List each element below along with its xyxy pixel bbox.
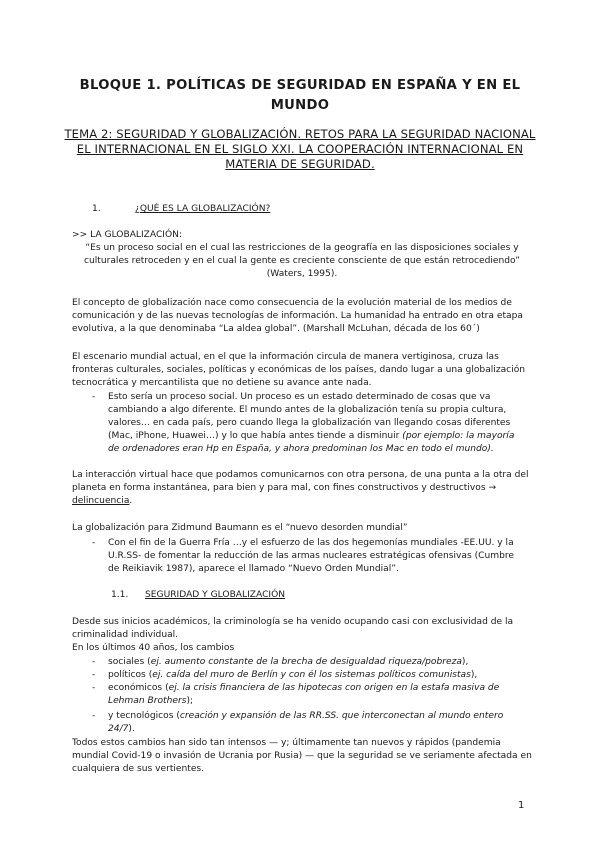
- document-title: BLOQUE 1. POLÍTICAS DE SEGURIDAD EN ESPAÑA Y EN EL MUNDO: [79, 78, 521, 113]
- list-item-end: ),: [470, 670, 478, 680]
- section-number: 1.: [92, 204, 101, 214]
- list-item-label: económicos: [108, 683, 163, 693]
- bullet-dash: -: [92, 538, 96, 548]
- list-item-economicos: económicos (ej. la crisis financiera de las hipotecas con origen en la estafa masiva de Lehman Brothers);: [108, 683, 500, 706]
- bullet-text: Esto sería un proceso social. Un proceso es un estado determinado de cosas que va cambiando a algo diferente. El mundo antes de la globalización tenía su propia cultura, valores… en cada país, pero cuando llega la globalización van llegando cosas diferentes (Mac, iPhone, Huawei…) y lo que había antes tiende a disminuir: [108, 392, 511, 441]
- quote-paragraph: “Es un proceso social en el cual las restricciones de la geografía en las disposiciones sociales y culturales retroceden y en el cual la gente es creciente consciente de que están retrocediendo” (Waters, 1995).: [83, 243, 521, 279]
- bullet-proceso-social: [108, 391, 528, 456]
- list-item-sociales: sociales (ej. aumento constante de la brecha de desigualdad riqueza/pobreza),: [108, 657, 469, 667]
- list-item-example: creación y expansión de las RR.SS. que interconectan al mundo entero 24/7: [108, 711, 504, 734]
- paragraph-text: La interacción virtual hace que podamos comunicarnos con otra persona, de una punta a la otra del planeta en forma instantánea, para bien y para mal, con fines constructivos y destructivos →: [72, 470, 529, 493]
- section-title: ¿QUÉ ES LA GLOBALIZACIÓN?: [135, 204, 271, 214]
- list-item-label: sociales: [108, 657, 145, 667]
- list-item-example: ej. la crisis financiera de las hipotecas con origen en la estafa masiva de Lehman Brothers: [108, 683, 500, 706]
- section-number: 1.1.: [111, 590, 129, 600]
- bullet-guerra-fria: Con el fin de la Guerra Fría …y el esfuerzo de las dos hegemonías mundiales -EE.UU. y la U.R.SS- de fomentar la reducción de las armas nucleares estratégicas ofensivas (Cumbre de Reikiavik 1987), aparece el llamado “Nuevo Orden Mundial”.: [108, 538, 515, 574]
- paragraph-baumann: La globalización para Zidmund Baumann es el “nuevo desorden mundial”: [72, 523, 408, 533]
- list-dash: -: [92, 683, 96, 693]
- paragraph-escenario-mundial: El escenario mundial actual, en el que la información circula de manera vertiginosa, cruza las fronteras culturales, sociales, políticas y económicas de los países, dando lugar a una globalización tecnocrática y mercantilista que no detiene su avance ante nada.: [72, 352, 526, 388]
- paragraph-end: .: [129, 496, 133, 506]
- document-subtitle: TEMA 2: SEGURIDAD Y GLOBALIZACIÓN. RETOS PARA LA SEGURIDAD NACIONAL EL INTERNACIONAL EN EL SIGLO XXI. LA COOPERACIÓN INTERNACIONAL EN MATERIA DE SEGURIDAD.: [64, 127, 536, 171]
- paragraph-cambios: En los últimos 40 años, los cambios: [72, 643, 235, 653]
- paragraph-criminologia: Desde sus inicios académicos, la criminología se ha venido ocupando casi con exclusividad de la criminalidad individual.: [72, 617, 514, 640]
- bullet-dash: -: [92, 392, 96, 402]
- list-dash: -: [92, 670, 96, 680]
- paragraph-aldea-global: El concepto de globalización nace como consecuencia de la evolución material de los medios de comunicación y de las nuevas tecnologías de información. La humanidad ha entrado en otra etapa evolutiva, a la que denominaba “La aldea global”. (Marshall McLuhan, década de los 60´): [72, 298, 523, 334]
- list-item-label: y tecnológicos: [108, 711, 174, 721]
- list-item-tecnologicos: y tecnológicos (creación y expansión de las RR.SS. que interconectan al mundo entero 24/7).: [108, 711, 504, 734]
- paragraph-cambios-intensos: Todos estos cambios han sido tan intensos — y; últimamente tan nuevos y rápidos (pandemia mundial Covid-19 o invasión de Ucrania por Rusia) — que la seguridad se ve seriamente afectada en cualquiera de sus vertientes.: [72, 738, 532, 774]
- page-number: 1: [518, 800, 525, 811]
- list-item-example: ej. caída del muro de Berlín y con él los sistemas políticos comunistas: [152, 670, 471, 680]
- list-dash: -: [92, 657, 96, 667]
- list-dash: -: [92, 711, 96, 721]
- list-item-end: );: [186, 696, 194, 706]
- delincuencia-term: delincuencia: [72, 496, 130, 506]
- list-item-end: ),: [461, 657, 469, 667]
- list-item-politicos: políticos (ej. caída del muro de Berlín y con él los sistemas políticos comunistas),: [108, 670, 478, 680]
- list-item-example: ej. aumento constante de la brecha de desigualdad riqueza/pobreza: [150, 657, 462, 667]
- paragraph-interaccion-virtual: [72, 469, 532, 508]
- bullet-example: (por ejemplo: la mayoría de ordenadores eran Hp en España, y ahora predominan los Mac en todo el mundo).: [108, 431, 515, 454]
- section-title: SEGURIDAD Y GLOBALIZACIÓN: [145, 590, 286, 600]
- list-item-end: ).: [128, 724, 135, 734]
- globalizacion-label: >> LA GLOBALIZACIÓN:: [72, 230, 183, 240]
- list-item-label: políticos: [108, 670, 146, 680]
